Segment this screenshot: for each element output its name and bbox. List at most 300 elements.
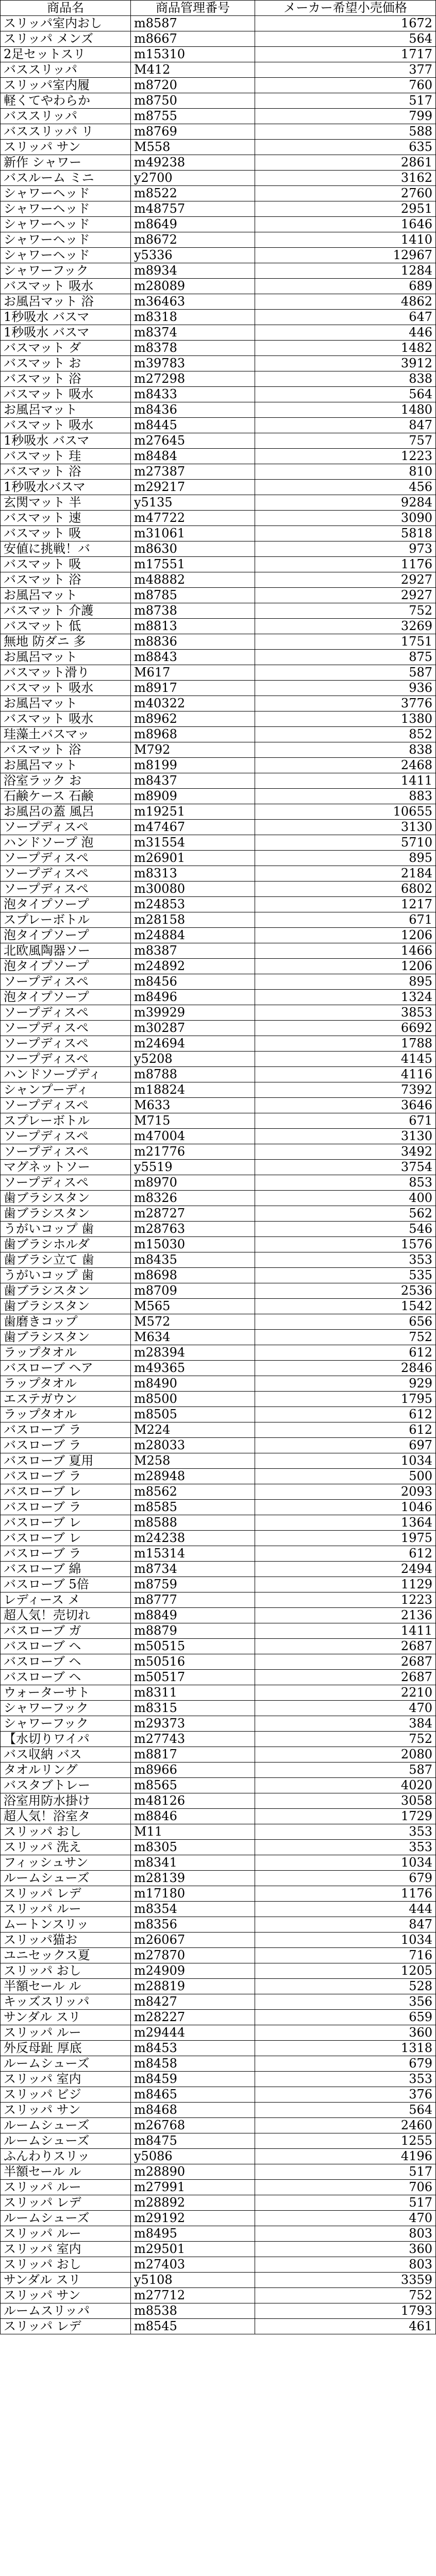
retail-price-cell: 847	[255, 418, 436, 433]
product-code-cell: m8755	[131, 109, 255, 124]
retail-price-cell: 517	[255, 2195, 436, 2211]
product-name-cell: スリッパ ルー	[1, 2180, 131, 2195]
product-code-cell: m47467	[131, 820, 255, 835]
retail-price-cell: 2687	[255, 1654, 436, 1670]
product-code-cell: m28892	[131, 2195, 255, 2211]
retail-price-cell: 1975	[255, 1531, 436, 1546]
product-code-cell: m50515	[131, 1639, 255, 1654]
retail-price-cell: 4020	[255, 1778, 436, 1793]
product-name-cell: ソープディスペ	[1, 1036, 131, 1052]
product-code-cell: m8433	[131, 387, 255, 402]
product-code-cell: m8849	[131, 1608, 255, 1623]
table-row	[1, 1021, 436, 1036]
retail-price-cell: 1324	[255, 990, 436, 1005]
table-row	[1, 1762, 436, 1778]
table-row	[1, 2288, 436, 2303]
product-code-cell: m19251	[131, 804, 255, 820]
table-row	[1, 2195, 436, 2211]
product-code-cell: M258	[131, 1453, 255, 1469]
table-row	[1, 1948, 436, 1963]
product-code-cell: M412	[131, 62, 255, 78]
table-row	[1, 1438, 436, 1453]
product-code-cell: m8588	[131, 1515, 255, 1531]
product-name-cell: 珪藻土バスマッ	[1, 727, 131, 742]
product-code-cell: m8698	[131, 1268, 255, 1283]
product-name-cell: スリッパ室内おし	[1, 16, 131, 31]
table-row	[1, 758, 436, 773]
table-row	[1, 789, 436, 804]
retail-price-cell: 6802	[255, 882, 436, 897]
retail-price-cell: 564	[255, 387, 436, 402]
table-row	[1, 1546, 436, 1562]
table-row	[1, 1299, 436, 1314]
product-name-cell: 玄関マット 半	[1, 495, 131, 511]
product-code-cell: m8750	[131, 93, 255, 109]
retail-price-cell: 706	[255, 2180, 436, 2195]
product-code-cell: m21776	[131, 1144, 255, 1160]
retail-price-cell: 973	[255, 541, 436, 557]
product-name-cell: ラップタオル	[1, 1345, 131, 1361]
product-code-cell: m8709	[131, 1283, 255, 1299]
table-row	[1, 2180, 436, 2195]
retail-price-cell: 853	[255, 1175, 436, 1191]
retail-price-cell: 588	[255, 124, 436, 140]
table-row	[1, 1623, 436, 1639]
product-name-cell: スリッパ サン	[1, 140, 131, 155]
retail-price-cell: 470	[255, 2211, 436, 2226]
retail-price-cell: 803	[255, 2226, 436, 2242]
product-code-cell: M572	[131, 1314, 255, 1330]
product-code-cell: m28227	[131, 2010, 255, 2025]
table-row	[1, 2025, 436, 2041]
retail-price-cell: 3754	[255, 1160, 436, 1175]
product-name-cell: ルームシューズ	[1, 2211, 131, 2226]
product-name-cell: バスマット 吸水	[1, 681, 131, 696]
product-name-cell: ルームシューズ	[1, 1871, 131, 1886]
retail-price-cell: 752	[255, 1732, 436, 1747]
table-row	[1, 1778, 436, 1793]
retail-price-cell: 810	[255, 464, 436, 480]
table-row	[1, 2257, 436, 2273]
product-code-cell: m24853	[131, 897, 255, 912]
table-row	[1, 1654, 436, 1670]
product-name-cell: 歯ブラシスタン	[1, 1283, 131, 1299]
product-code-cell: M558	[131, 140, 255, 155]
table-row	[1, 1917, 436, 1933]
retail-price-cell: 3853	[255, 1005, 436, 1021]
table-row	[1, 990, 436, 1005]
product-name-cell: バスローブ ラ	[1, 1546, 131, 1562]
table-row	[1, 851, 436, 866]
product-name-cell: ソープディスペ	[1, 1005, 131, 1021]
product-name-cell: バスローブ 5倍	[1, 1577, 131, 1592]
product-code-cell: m8817	[131, 1747, 255, 1762]
table-row	[1, 2211, 436, 2226]
product-name-cell: 無地 防ダニ 多	[1, 634, 131, 650]
product-code-cell: m48882	[131, 572, 255, 588]
product-code-cell: m27712	[131, 2288, 255, 2303]
product-name-cell: スリッパ メンズ	[1, 31, 131, 47]
product-name-cell: お風呂マット 浴	[1, 294, 131, 310]
product-code-cell: m48757	[131, 201, 255, 217]
retail-price-cell: 1129	[255, 1577, 436, 1592]
table-row	[1, 1747, 436, 1762]
product-code-cell: m8496	[131, 990, 255, 1005]
product-name-cell: バスマット 浴	[1, 572, 131, 588]
product-code-cell: m8305	[131, 1840, 255, 1855]
product-code-cell: m15030	[131, 1237, 255, 1252]
table-row	[1, 263, 436, 279]
retail-price-cell: 2536	[255, 1283, 436, 1299]
product-code-cell: m27403	[131, 2257, 255, 2273]
product-name-cell: エステガウン	[1, 1392, 131, 1407]
table-row	[1, 464, 436, 480]
retail-price-cell: 1284	[255, 263, 436, 279]
table-row	[1, 1144, 436, 1160]
retail-price-cell: 562	[255, 1206, 436, 1222]
product-name-cell: スリッパ レデ	[1, 1886, 131, 1902]
product-code-cell: m8315	[131, 1701, 255, 1716]
table-row	[1, 31, 436, 47]
product-code-cell: m8759	[131, 1577, 255, 1592]
table-row	[1, 526, 436, 541]
table-row	[1, 1809, 436, 1824]
product-code-cell: m17180	[131, 1886, 255, 1902]
product-code-cell: m26067	[131, 1933, 255, 1948]
retail-price-cell: 838	[255, 742, 436, 758]
table-row	[1, 1902, 436, 1917]
retail-price-cell: 838	[255, 371, 436, 387]
table-row	[1, 1175, 436, 1191]
product-name-cell: 外反母趾 厚底	[1, 2041, 131, 2056]
retail-price-cell: 2210	[255, 1685, 436, 1701]
product-name-cell: スリッパ 室内	[1, 2072, 131, 2087]
table-row	[1, 16, 436, 31]
retail-price-cell: 3130	[255, 1129, 436, 1144]
product-name-cell: 歯ブラシホルダ	[1, 1237, 131, 1252]
retail-price-cell: 3130	[255, 820, 436, 835]
product-name-cell: バスマット 浴	[1, 464, 131, 480]
product-code-cell: M634	[131, 1330, 255, 1345]
retail-price-cell: 444	[255, 1902, 436, 1917]
product-name-cell: ラップタオル	[1, 1376, 131, 1392]
product-code-cell: m8311	[131, 1685, 255, 1701]
product-code-cell: m26768	[131, 2118, 255, 2133]
retail-price-cell: 446	[255, 325, 436, 341]
product-code-cell: m24909	[131, 1963, 255, 1979]
product-name-cell: お風呂マット	[1, 402, 131, 418]
table-row	[1, 201, 436, 217]
product-name-cell: 軽くてやわらか	[1, 93, 131, 109]
product-code-cell: m8843	[131, 650, 255, 665]
table-row	[1, 2010, 436, 2025]
retail-price-cell: 528	[255, 1979, 436, 1994]
table-row	[1, 47, 436, 62]
retail-price-cell: 1318	[255, 2041, 436, 2056]
product-name-cell: お風呂マット	[1, 758, 131, 773]
product-code-cell: m27870	[131, 1948, 255, 1963]
product-name-cell: ソープディスペ	[1, 1129, 131, 1144]
table-row	[1, 1082, 436, 1098]
table-row	[1, 2056, 436, 2072]
retail-price-cell: 1482	[255, 341, 436, 356]
product-name-cell: バスマット滑り	[1, 665, 131, 681]
product-name-cell: スリッパ サン	[1, 2288, 131, 2303]
product-name-cell: バスローブ レ	[1, 1531, 131, 1546]
product-code-cell: m8565	[131, 1778, 255, 1793]
product-code-cell: m28394	[131, 1345, 255, 1361]
product-code-cell: m27645	[131, 433, 255, 449]
product-name-cell: ラップタオル	[1, 1407, 131, 1422]
product-name-cell: バス収納 バス	[1, 1747, 131, 1762]
product-name-cell: ソープディスペ	[1, 820, 131, 835]
product-code-cell: m29217	[131, 480, 255, 495]
retail-price-cell: 1788	[255, 1036, 436, 1052]
table-row	[1, 1562, 436, 1577]
product-name-cell: ルームシューズ	[1, 2118, 131, 2133]
table-row	[1, 1670, 436, 1685]
product-name-cell: フィッシュサン	[1, 1855, 131, 1871]
product-code-cell: m8468	[131, 2103, 255, 2118]
retail-price-cell: 9284	[255, 495, 436, 511]
product-name-cell: 1秒吸水バスマ	[1, 480, 131, 495]
product-name-cell: バスローブ 夏用	[1, 1453, 131, 1469]
product-code-cell: m8354	[131, 1902, 255, 1917]
product-name-cell: バスマット 珪	[1, 449, 131, 464]
retail-price-cell: 6692	[255, 1021, 436, 1036]
retail-price-cell: 1364	[255, 1515, 436, 1531]
table-row	[1, 341, 436, 356]
product-code-cell: m8846	[131, 1809, 255, 1824]
retail-price-cell: 470	[255, 1701, 436, 1716]
table-row	[1, 928, 436, 943]
retail-price-cell: 12967	[255, 248, 436, 263]
retail-price-cell: 929	[255, 1376, 436, 1392]
product-name-cell: 半額セール ル	[1, 2164, 131, 2180]
product-code-cell: m8785	[131, 588, 255, 603]
product-code-cell: m28890	[131, 2164, 255, 2180]
table-row	[1, 1685, 436, 1701]
retail-price-cell: 376	[255, 2087, 436, 2103]
retail-price-cell: 612	[255, 1546, 436, 1562]
product-code-cell: m8313	[131, 866, 255, 882]
product-code-cell: m8672	[131, 232, 255, 248]
table-row	[1, 1392, 436, 1407]
table-row	[1, 310, 436, 325]
retail-price-cell: 752	[255, 603, 436, 619]
product-name-cell: レディース メ	[1, 1592, 131, 1608]
table-row	[1, 742, 436, 758]
product-code-cell: m49365	[131, 1361, 255, 1376]
product-code-cell: m28033	[131, 1438, 255, 1453]
retail-price-cell: 1223	[255, 1592, 436, 1608]
product-name-cell: バスローブ ラ	[1, 1438, 131, 1453]
product-code-cell: m29373	[131, 1716, 255, 1732]
retail-price-cell: 564	[255, 2103, 436, 2118]
table-row	[1, 1886, 436, 1902]
product-code-cell: m28139	[131, 1871, 255, 1886]
table-row	[1, 1206, 436, 1222]
table-row	[1, 279, 436, 294]
product-name-cell: 新作 シャワー	[1, 155, 131, 171]
retail-price-cell: 635	[255, 140, 436, 155]
product-code-cell: m8734	[131, 1562, 255, 1577]
product-code-cell: m24892	[131, 959, 255, 974]
table-row	[1, 1160, 436, 1175]
product-name-cell: スリッパ ルー	[1, 2025, 131, 2041]
table-row	[1, 1005, 436, 1021]
product-name-cell: バスマット 吸	[1, 526, 131, 541]
product-code-cell: m28763	[131, 1222, 255, 1237]
product-code-cell: m50516	[131, 1654, 255, 1670]
table-row	[1, 619, 436, 634]
table-row	[1, 1855, 436, 1871]
product-name-cell: サンダル スリ	[1, 2273, 131, 2288]
retail-price-cell: 2687	[255, 1670, 436, 1685]
product-code-cell: m28089	[131, 279, 255, 294]
table-row	[1, 1701, 436, 1716]
retail-price-cell: 1793	[255, 2303, 436, 2319]
retail-price-cell: 679	[255, 2056, 436, 2072]
product-name-cell: ルームシューズ	[1, 2056, 131, 2072]
table-row	[1, 1577, 436, 1592]
retail-price-cell: 587	[255, 665, 436, 681]
table-row	[1, 1500, 436, 1515]
product-code-cell: M224	[131, 1422, 255, 1438]
product-code-cell: m27743	[131, 1732, 255, 1747]
product-name-cell: バスマット 吸水	[1, 711, 131, 727]
product-name-cell: バスローブ ヘア	[1, 1361, 131, 1376]
table-row	[1, 1793, 436, 1809]
retail-price-cell: 760	[255, 78, 436, 93]
product-code-cell: m24238	[131, 1531, 255, 1546]
table-row	[1, 294, 436, 310]
retail-price-cell: 517	[255, 93, 436, 109]
product-name-cell: 泡タイプソープ	[1, 928, 131, 943]
product-code-cell: m17551	[131, 557, 255, 572]
product-name-cell: ユニセックス夏	[1, 1948, 131, 1963]
product-code-cell: m8813	[131, 619, 255, 634]
product-code-cell: m8538	[131, 2303, 255, 2319]
product-code-cell: m28819	[131, 1979, 255, 1994]
table-row	[1, 402, 436, 418]
product-name-cell: バスローブ ラ	[1, 1422, 131, 1438]
product-name-cell: バスマット 速	[1, 511, 131, 526]
table-row	[1, 418, 436, 433]
table-row	[1, 140, 436, 155]
retail-price-cell: 5710	[255, 835, 436, 851]
retail-price-cell: 2468	[255, 758, 436, 773]
product-name-cell: ソープディスペ	[1, 974, 131, 990]
product-code-cell: m50517	[131, 1670, 255, 1685]
table-row	[1, 897, 436, 912]
table-row	[1, 155, 436, 171]
table-row	[1, 1716, 436, 1732]
retail-price-cell: 1223	[255, 449, 436, 464]
product-name-cell: 歯ブラシスタン	[1, 1299, 131, 1314]
table-row	[1, 387, 436, 402]
retail-price-cell: 1034	[255, 1933, 436, 1948]
product-code-cell: m27298	[131, 371, 255, 387]
product-name-cell: シャワーヘッド	[1, 201, 131, 217]
product-name-cell: キッズスリッパ	[1, 1994, 131, 2010]
retail-price-cell: 697	[255, 1438, 436, 1453]
product-name-cell: ソープディスペ	[1, 851, 131, 866]
product-code-cell: m8562	[131, 1484, 255, 1500]
table-row	[1, 1979, 436, 1994]
product-name-cell: バスマット 低	[1, 619, 131, 634]
retail-price-cell: 852	[255, 727, 436, 742]
product-code-cell: m8490	[131, 1376, 255, 1392]
product-name-cell: 半額セール ル	[1, 1979, 131, 1994]
table-row	[1, 356, 436, 371]
table-row	[1, 1994, 436, 2010]
product-code-cell: m8966	[131, 1762, 255, 1778]
product-name-cell: 北欧風陶器ソー	[1, 943, 131, 959]
product-code-cell: m8458	[131, 2056, 255, 2072]
product-name-cell: 泡タイプソープ	[1, 990, 131, 1005]
product-code-cell: m8436	[131, 402, 255, 418]
table-row	[1, 2072, 436, 2087]
table-row	[1, 1098, 436, 1113]
retail-price-cell: 1480	[255, 402, 436, 418]
retail-price-cell: 353	[255, 2072, 436, 2087]
table-row	[1, 820, 436, 835]
product-code-cell: y5108	[131, 2273, 255, 2288]
product-code-cell: m8738	[131, 603, 255, 619]
product-name-cell: お風呂マット	[1, 650, 131, 665]
header-retail-price: メーカー希望小売価格	[255, 1, 436, 16]
retail-price-cell: 2687	[255, 1639, 436, 1654]
table-row	[1, 2087, 436, 2103]
retail-price-cell: 1576	[255, 1237, 436, 1252]
product-code-cell: m48126	[131, 1793, 255, 1809]
product-name-cell: シャワーフック	[1, 263, 131, 279]
product-code-cell: M565	[131, 1299, 255, 1314]
retail-price-cell: 2184	[255, 866, 436, 882]
product-name-cell: ソープディスペ	[1, 1021, 131, 1036]
table-row	[1, 124, 436, 140]
product-code-cell: m47004	[131, 1129, 255, 1144]
retail-price-cell: 875	[255, 650, 436, 665]
product-code-cell: m30080	[131, 882, 255, 897]
header-product-code: 商品管理番号	[131, 1, 255, 16]
product-name-cell: ムートンスリッ	[1, 1917, 131, 1933]
product-name-cell: ソープディスペ	[1, 1175, 131, 1191]
product-code-cell: m8484	[131, 449, 255, 464]
product-code-cell: m8199	[131, 758, 255, 773]
product-name-cell: スリッパ ルー	[1, 2226, 131, 2242]
retail-price-cell: 1411	[255, 1623, 436, 1639]
product-code-cell: y2700	[131, 171, 255, 186]
product-name-cell: バススリッパ	[1, 109, 131, 124]
table-row	[1, 1036, 436, 1052]
table-row	[1, 1330, 436, 1345]
product-code-cell: m8326	[131, 1191, 255, 1206]
table-row	[1, 866, 436, 882]
product-name-cell: スリッパ ビジ	[1, 2087, 131, 2103]
table-row	[1, 1361, 436, 1376]
product-name-cell: ハンドソープディ	[1, 1067, 131, 1082]
product-code-cell: m49238	[131, 155, 255, 171]
product-name-cell: シャンプーディ	[1, 1082, 131, 1098]
product-name-cell: 浴室用防水掛け	[1, 1793, 131, 1809]
product-name-cell: 歯磨きコップ	[1, 1314, 131, 1330]
retail-price-cell: 3646	[255, 1098, 436, 1113]
table-row	[1, 1422, 436, 1438]
product-name-cell: シャワーフック	[1, 1716, 131, 1732]
product-code-cell: m26901	[131, 851, 255, 866]
